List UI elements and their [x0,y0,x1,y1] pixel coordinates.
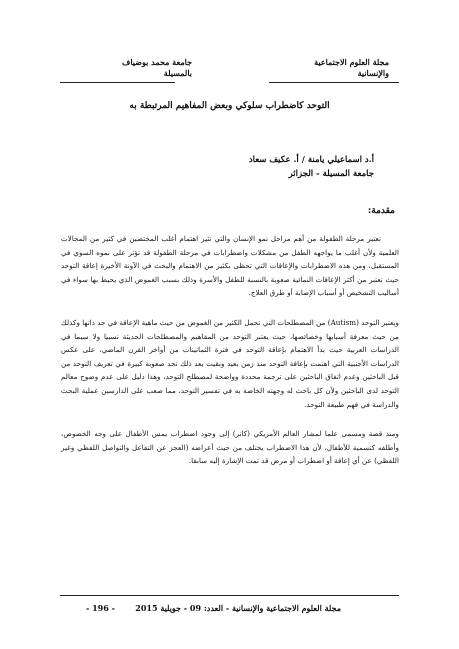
body-paragraph: ويعتبر التوحد (Autism) من المصطلحات التي تحمل الكثير من الغموض من حيث ماهية الإعاقة في حد ذاتها وكذلك من حيث معرفة أسبابها وخصائصها، حيث يعتبر التوحد من المفاهيم والمصطلحات الحديثة نسبيا ولا سيما في الدراسات العربية حيث بدأ الاهتمام بإعاقة التوحد في فترة الثمانينات من أواخر القرن الماضي، على عكس الدراسات الأجنبية التي اهتمت بإعاقة التوحد منذ زمن بعيد وبقيت بعد ذلك تجد صعوبة كبيرة في تعريف التوحد من قبل الباحثين وعدم اتفاق الباحثين على ترجمة محددة وواضحة لمصطلح التوحد، وهذا دليل على عدم وضوح معالم التوحد لدى الباحثين ولأن كل باحث له وجهته الخاصة به في تفسير التوحد، مما صعب على الدارسين عملية البحث والدراسة في فهم طبيعة التوحد. [61,317,400,409]
university-header [62,57,192,79]
section-heading: مقدمة: [367,206,395,216]
header-rule-right [269,82,399,83]
footer-citation: مجلة العلوم الاجتماعية والإنسانية - العدد: 09 - جويلية 2015 [135,603,341,613]
page-number: - 196 - [86,603,115,613]
journal-header [269,57,389,79]
body-paragraph: ومنذ قصة ومسمى علما لمشار العالم الأمريكي (كانر) إلى وجود اضطراب يمس الأطفال على وجه الخصوص، وأطلقه كتسمية للأطفال، لأن هذا الاضطراب يختلف من حيث أعراضه (العجز عن التفاعل والتواصل اللفظي وغير اللفظي) عن أي إعاقة أو اضطراب أو مرض قد تمت الإشارة إليه سابقا. [61,429,399,466]
article-title: التوحد كاضطراب سلوكي وبعض المفاهيم المرتبطة به [129,101,330,111]
header-rule-left [60,82,175,83]
article-body [61,232,399,484]
journal-name-line1: مجلة العلوم الاجتماعية [314,57,389,67]
journal-name-line2: والإنسانية [357,68,389,78]
body-paragraph: تعتبر مرحلة الطفولة من أهم مراحل نمو الإنسان والتي تثير اهتمام أغلب المختصين في كثير من المجالات العلمية ولأن أغلب ما يواجهه الطفل من مشكلات واضطرابات في مرحلة الطفولة قد تؤثر على نموه السوي في المستقبل، ومن هذه الاضطرابات والإعاقات التي تحظى بكثير من الاهتمام والبحث في الآونة الأخيرة إعاقة التوحد حيث تعتبر من أكثر الإعاقات النمائية صعوبة بالنسبة للطفل والأسرة وذلك بسبب الغموض الذي يحيط بها سواء في أساليب التشخيص أو أسباب الإصابة أو طرق العلاج. [61,234,399,298]
author-block [154,153,374,181]
university-name-line2: بالمسيلة [163,68,192,78]
footer-rule [60,595,399,596]
author-names: أ.د اسماعيلي يامنة / أ. عكيف سعاد [248,155,374,165]
author-affiliation: جامعة المسيلة - الجزائر [288,169,374,179]
university-name-line1: جامعة محمد بوضياف [122,57,192,67]
